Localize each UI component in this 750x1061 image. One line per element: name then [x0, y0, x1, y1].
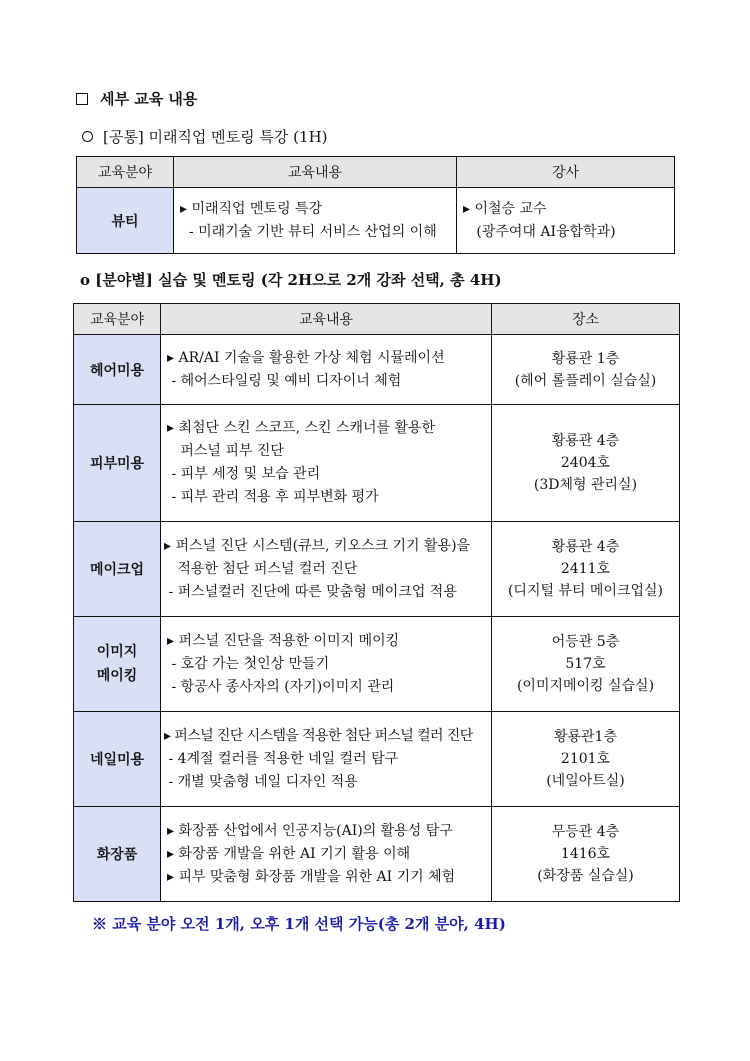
place-line: 517호: [565, 656, 606, 672]
content-line: ▸ 퍼스널 진단을 적용한 이미지 메이킹: [167, 632, 400, 649]
content-line: ▸ 퍼스널 진단 시스템을 적용한 첨단 퍼스널 컬러 진단: [164, 727, 473, 744]
col-header-content: 교육내용: [174, 157, 457, 188]
place-line: 황룡관 4층: [551, 433, 620, 449]
content-line: - 피부 세정 및 보습 관리: [167, 466, 321, 482]
section-title: [76, 88, 197, 109]
col-header-place: 장소: [492, 304, 680, 335]
place-line: (화장품 실습실): [537, 868, 634, 884]
square-bullet-icon: [76, 93, 88, 105]
place-line: 2411호: [560, 561, 611, 577]
place-line: 어등관 5층: [551, 634, 620, 650]
place-line: (이미지메이킹 실습실): [516, 678, 655, 694]
place-line: 2404호: [560, 455, 611, 471]
field-line: 이미지: [96, 644, 138, 660]
content-line: - 피부 관리 적용 후 피부변화 평가: [167, 489, 379, 505]
place-line: 무등관 4층: [551, 824, 620, 840]
field-cell: 네일미용: [74, 712, 161, 807]
field-cell: 메이크업: [74, 522, 161, 617]
section-title-text: 세부 교육 내용: [100, 90, 198, 108]
content-line: ▸ 화장품 산업에서 인공지능(AI)의 활용성 탐구: [167, 822, 453, 839]
field-heading: o [분야별] 실습 및 멘토링 (각 2H으로 2개 강좌 선택, 총 4H): [80, 271, 502, 289]
instructor-line: ▸ 이철승 교수: [463, 200, 547, 217]
place-cell: [492, 522, 680, 617]
common-heading-text: [공통] 미래직업 멘토링 특강 (1H): [103, 128, 328, 146]
content-line: - 항공사 종사자의 (자기)이미지 관리: [167, 678, 395, 695]
field-cell: 화장품: [74, 807, 161, 902]
content-line: ▸ 미래직업 멘토링 특강: [180, 200, 323, 217]
content-line: ▸ 화장품 개발을 위한 AI 기기 활용 이해: [167, 845, 411, 862]
place-line: (3D체형 관리실): [533, 477, 638, 493]
content-line: 적용한 첨단 퍼스널 컬러 진단: [164, 560, 358, 577]
content-line: - 퍼스널컬러 진단에 따른 맞춤형 메이크업 적용: [164, 583, 457, 600]
field-table: [73, 303, 680, 902]
place-line: 1416호: [560, 846, 611, 862]
field-line: 메이킹: [96, 668, 138, 684]
table-row: [77, 188, 675, 254]
content-line: - 헤어스타일링 및 예비 디자이너 체험: [167, 372, 402, 389]
content-cell: [161, 617, 492, 712]
content-line: ▸ AR/AI 기술을 활용한 가상 체험 시뮬레이션: [167, 349, 445, 366]
place-line: (디지털 뷰티 메이크업실): [507, 583, 664, 599]
place-line: (헤어 롤플레이 실습실): [514, 372, 657, 389]
field-cell: 뷰티: [77, 188, 174, 254]
col-header-content: 교육내용: [161, 304, 492, 335]
place-line: (네일아트실): [546, 773, 625, 789]
instructor-cell: [457, 188, 675, 254]
content-cell: [174, 188, 457, 254]
place-line: 황룡관 1층: [551, 350, 620, 367]
place-cell: [492, 405, 680, 522]
content-cell: [161, 807, 492, 902]
place-cell: [492, 617, 680, 712]
place-cell: [492, 335, 680, 405]
content-cell: [161, 712, 492, 807]
common-table: [76, 156, 675, 254]
content-cell: [161, 522, 492, 617]
content-line: - 4계절 컬러를 적용한 네일 컬러 탐구: [164, 750, 399, 767]
table-row: [74, 335, 680, 405]
place-cell: [492, 807, 680, 902]
content-line: ▸ 피부 맞춤형 화장품 개발을 위한 AI 기기 체험: [167, 868, 456, 885]
table-row: [74, 712, 680, 807]
selection-note: ※ 교육 분야 오전 1개, 오후 1개 선택 가능(총 2개 분야, 4H): [92, 915, 506, 933]
content-line: - 호감 가는 첫인상 만들기: [167, 655, 330, 672]
content-line: - 개별 맞춤형 네일 디자인 적용: [164, 773, 358, 790]
content-line: ▸ 퍼스널 진단 시스템(큐브, 키오스크 기기 활용)을: [164, 537, 471, 554]
table-row: [74, 522, 680, 617]
place-line: 황룡관1층: [553, 729, 617, 745]
content-line: ▸ 최첨단 스킨 스코프, 스킨 스캐너를 활용한: [167, 420, 436, 436]
field-cell: [74, 617, 161, 712]
col-header-field: 교육분야: [77, 157, 174, 188]
table-row: [74, 617, 680, 712]
common-table-header: [77, 157, 675, 188]
instructor-line: (광주여대 AI융합학과): [463, 223, 616, 240]
field-cell: 헤어미용: [74, 335, 161, 405]
table-row: [74, 405, 680, 522]
circle-bullet-icon: [82, 131, 93, 142]
content-cell: [161, 335, 492, 405]
content-cell: [161, 405, 492, 522]
table-row: [74, 807, 680, 902]
content-line: - 미래기술 기반 뷰티 서비스 산업의 이해: [180, 223, 437, 240]
content-line: 퍼스널 피부 진단: [167, 443, 284, 459]
place-line: 황룡관 4층: [551, 539, 620, 555]
place-line: 2101호: [560, 751, 611, 767]
col-header-instructor: 강사: [457, 157, 675, 188]
field-cell: 피부미용: [74, 405, 161, 522]
common-heading: [82, 126, 328, 147]
place-cell: [492, 712, 680, 807]
col-header-field: 교육분야: [74, 304, 161, 335]
field-table-header: [74, 304, 680, 335]
